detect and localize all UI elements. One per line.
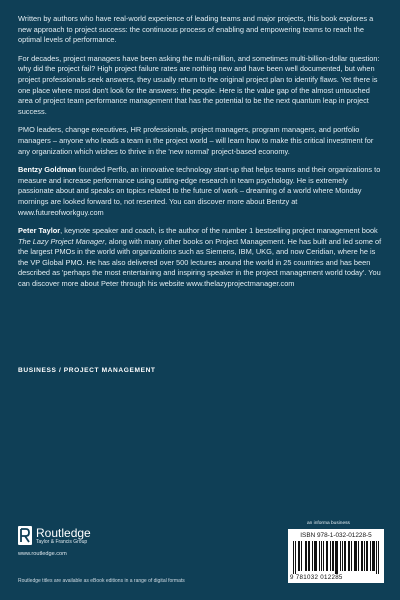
barcode-bar (376, 541, 377, 574)
book-title: The Lazy Project Manager (18, 236, 105, 246)
barcode-bar (332, 541, 333, 571)
category-label: BUSINESS / PROJECT MANAGEMENT (18, 367, 156, 374)
barcode-bar (309, 541, 310, 571)
publisher-name: Routledge (36, 525, 91, 540)
barcode-bar (372, 541, 373, 571)
barcode-digits: 9 781032 012285 (290, 574, 343, 581)
barcode (288, 529, 384, 583)
publisher-block (18, 526, 91, 557)
author-name-taylor: Peter Taylor (18, 226, 61, 236)
barcode-bar (305, 541, 306, 571)
barcode-bar (378, 541, 379, 574)
author-text-taylor-a: , keynote speaker and coach, is the author of the number 1 bestselling project management book (60, 226, 378, 236)
barcode-bar (340, 541, 341, 571)
barcode-bar (348, 541, 349, 571)
barcode-bar (335, 541, 336, 574)
barcode-bar (333, 541, 334, 571)
author-bio-taylor (18, 226, 384, 290)
barcode-bar (319, 541, 320, 571)
barcode-bar (373, 541, 374, 571)
barcode-bar (299, 541, 300, 571)
author-text-taylor-b: , along with many other books on Project Management. He has built and led some of the largest PMOs in the world with organizations such as Siemens, IBM, UKG, and now Ceridian, where he is the VP Global PMO. He has also delivered over 500 lectures around the world in 25 countries and has been described as 'perhaps the most entertaining and inspiring speaker in the project management world today'. You can discover more about Peter through his website www.thelazyprojectmanager.com (18, 236, 382, 289)
routledge-logo-icon (18, 526, 32, 545)
barcode-bar (370, 541, 371, 571)
back-cover-content (18, 14, 384, 298)
barcode-bar (361, 541, 362, 571)
barcode-bar (358, 541, 359, 571)
barcode-bar (354, 541, 355, 571)
barcode-bar (316, 541, 317, 571)
barcode-bar (312, 541, 313, 571)
barcode-bar (362, 541, 363, 571)
informa-label: an informa business (307, 521, 350, 526)
barcode-bar (374, 541, 375, 571)
barcode-bar (295, 541, 296, 574)
publisher-subtitle: Taylor & Francis Group (36, 538, 88, 545)
barcode-bar (315, 541, 316, 571)
barcode-bar (344, 541, 345, 571)
author-bio-goldman (18, 165, 384, 218)
barcode-bars (293, 541, 379, 574)
barcode-bar (342, 541, 343, 571)
author-name-goldman: Bentzy Goldman (18, 165, 77, 175)
ebook-note: Routledge titles are available as eBook editions in a range of digital formats (18, 578, 185, 584)
barcode-bar (355, 541, 356, 571)
barcode-bar (366, 541, 367, 571)
barcode-bar (327, 541, 328, 571)
blurb-paragraph-3: PMO leaders, change executives, HR professionals, project managers, program managers, and portfolio managers – anyone who leads a team in the project world – will learn how to make this critical investment for any organization which wishes to thrive in the 'new normal' project-based economy. (18, 125, 374, 156)
barcode-bar (356, 541, 357, 571)
publisher-logo (18, 526, 91, 545)
barcode-bar (301, 541, 302, 571)
barcode-bar (364, 541, 365, 571)
barcode-bar (345, 541, 346, 571)
barcode-bar (349, 541, 350, 571)
barcode-bar (321, 541, 322, 571)
barcode-bar (336, 541, 337, 574)
author-text-goldman: founded Perflo, an innovative technology start-up that helps teams and their organizations to measure and increase performance using cutting-edge research in team psychology. He is extremely passionate about and speaks on topics related to the future of work – dreaming of a world where Monday mornings are looked forward to, not resented. You can discover more about Bentzy at www.futureofworkguy.com (18, 165, 381, 217)
barcode-bar (326, 541, 327, 571)
barcode-bar (330, 541, 331, 571)
blurb-paragraph-2: For decades, project managers have been asking the multi-million, and sometimes multi-billion-dollar question: why did the project fail? High project failure rates are nothing new and have been well documented, but when project professionals seek answers, they usually return to the original project plan to identify flaws. Yet there is one place where most don't look for the answers: the people. Here is the value gap of the almost untouched area of project team performance management that has the potential to be the next quantum leap in project success. (18, 53, 380, 116)
barcode-bar (323, 541, 324, 571)
barcode-bar (314, 541, 315, 571)
barcode-bar (308, 541, 309, 571)
blurb-paragraph-1: Written by authors who have real-world experience of leading teams and major projects, this book explores a new approach to project success: the continuous process of enabling and empowering teams to reach the optimal levels of performance. (18, 14, 374, 45)
publisher-website: www.routledge.com (18, 551, 67, 557)
isbn-label: ISBN 978-1-032-01228-5 (300, 532, 372, 539)
barcode-bar (337, 541, 338, 574)
barcode-bar (293, 541, 294, 574)
barcode-bar (306, 541, 307, 571)
barcode-bar (298, 541, 299, 571)
barcode-bar (367, 541, 368, 571)
barcode-bar (351, 541, 352, 571)
